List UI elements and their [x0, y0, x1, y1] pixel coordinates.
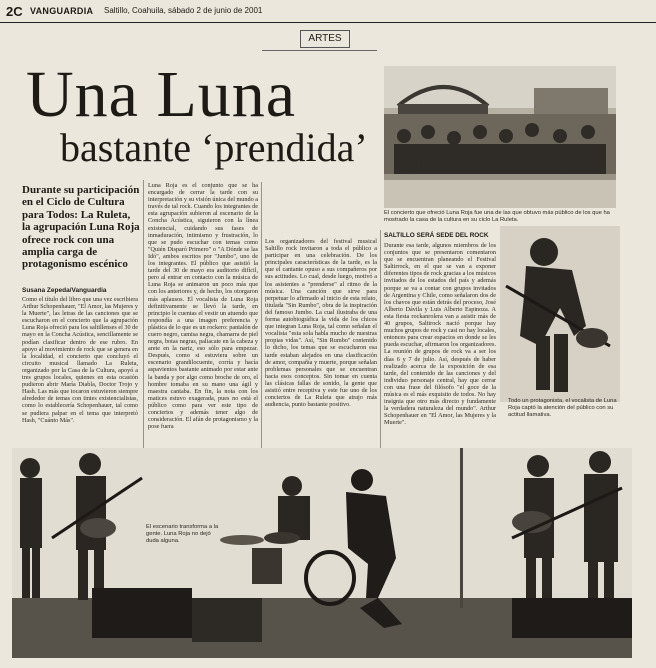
column-divider: [380, 230, 381, 450]
vocalist-photo: [500, 226, 620, 402]
section-label: ARTES: [300, 30, 350, 48]
band-photo: [12, 448, 632, 658]
vocalist-photo-caption: Todo un protagonista, el vocalista de Luna Roja captó la atención del público con su actitud llamativa.: [508, 398, 617, 418]
headline-line-2: bastante ‘prendida’: [60, 125, 368, 170]
band-photo-caption: El escenario transforma a la gente. Luna Roja no dejó duda alguna.: [146, 524, 219, 544]
article-column-4: Durante esa tarde, algunos miembros de los conjuntos que se presentaron comentaron que se encuentran planeando el Festival Saltirrock, en el que se van a exponer diferentes tipos de rock gracias a los músicos invitados de los estados del país y además porque se va a contar con grupos invitados de Argentina y Chile, como señalaron dos de los chavos que están detrás del proceso, José Alberto Dávila y Luis Alberto Espinoza. A esta fiesta rockanrolera van a asistir más de 40 grupos, Saltirock nació porque hay muchos grupos de rock y casi no hay locales, entonces para crear espacios en donde se les pueda escuchar, afirmaron los organizadores. La reunión de grupos de rock va a ser los días 6 y 7 de julio. Así, después de haber realizado acerca de la exposición de esa tarde, del contenido de las canciones y del individuo personaje central, hay que cerrar con una frase del filósofo "el goce de la música es el más exquisito de todos. No hay insignia que otro más directo y fundamente la verdadera naturaleza del mundo". Arthur Schopenhauer en "El Amor, las Mujeres y la Muerte".: [384, 242, 496, 427]
article-column-3: Los organizadores del festival musical Saltillo rock invitaron a toda el público a participar en una celebración. De los principales características de la tarde, es la que el cantante opuso a sus compañeros por sus actitudes. Lo cual, desde luego, motivó a los asistentes a "prenderse" al ritmo de la música. Una canción que sirve para perpetuar lo afirmado al inicio de esta relato, titulada "Sin Rumbo", obra de la inspiración del famoso Jumbo. La cual ilustraba de una forma autobiográfica la vida de los chicos que integran Luna Roja, tal como señalan el vocalista "esta sola habla mucho de nuestras propias vidas". Así, "Sin Rumbo" contenido lo dicho, los temas que se escucharon esa tarde estaban alejados en una clasificación de amor, compañía y muerte, porque señalan problemas personales que se encuentran hacia esos conceptos. Sin tomar en cuenta las clásicas fallas de sonido, la gente que asistió entre receptiva y este fue uno de los conciertos de La Ruleta que atrajo más audiencia, punto bastante positivo.: [265, 238, 377, 409]
publication-name: VANGUARDIA: [30, 6, 94, 16]
byline: Susana Zepeda/Vanguardia: [22, 287, 107, 294]
article-column-1: Como el título del libro que una vez escribiera Arthur Schopenhauer, "El Amor, las Mujeres y la Muerte", las letras de las canciones que se escucharon en el concierto que la agrupación Luna Roja ofreció para los saltillenses el 30 de mayo en la Concha Acústica, sencillamente se podían clasificar dentro de ese rubro. En apoyo al movimiento de rock que se genera en la localidad, el concierto que concluyó el circuito musical llamado La Ruleta, organizado por la Casa de la Cultura, apoyó a tres grupos locales, quienes en esta ocasión pudieron abrir María Diabla, Doctor Trojo y Hash. Las más que tocaron estuvieron siempre alrededor de temas con tintes existencialistas, como lo establecería Schopenhauer, tal como se pudiera palpar en el tema que interpretó Hash, "Cuánto Más".: [22, 296, 138, 424]
page-number: 2C: [6, 4, 23, 19]
page-header: [0, 0, 656, 23]
article-column-2: Luna Roja es el conjunto que se ha encargado de cerrar la tarde con su interpretación y su visión única del mundo a través de tal rock. Cuando los integrantes de esta agrupación subieron al escenario de la Concha Acústica, siguieron con la línea existencial, cuidando sus fases de inmaduración, intimismo y frustración, lo que se pudo escuchar con temas como "Quién Disparó Primero" o "A Dónde se las Idó", ambos escritos por "Jumbo", uno de los integrantes. El público que asistió la tarde del 30 de mayo era auditorio difícil, pero al entrar en contacto con la música de Luna Roja se animaron un poco más que con los anteriores y, de hecho, los otorgaron más aplausos. El vocalista de Luna Roja definitivamente se llevó la tarde, en principio le cuentas el vestir un atuendo que respondía a una imagen preferencia y plástica de lo que es un rockero: pantalón de cuero negro, camisa negra, chamarra de piel negra, botas negras, paliacate en la cabeza y arete en la nariz, eso sólo para empezar. Después, como si estuviera sobre un escenario grandilocuente, corría y hacía aspavientos bastante animado por estar ante la banda y por algo como broche de oro, el hombre tomaba en su mano una ágil y maestra cantaba. En fin, la nota con los matices estuvo exagerada, pues no está el público como para ver este tipo de conciertos y además tener algo de consideración. El afán de protagonismo y la pose fuera: [148, 182, 258, 431]
dateline: Saltillo, Coahuila, sábado 2 de junio de 2001: [104, 6, 263, 15]
column-divider: [143, 180, 144, 450]
top-photo-caption: El concierto que ofreció Luna Roja fue una de las que obtuvo más público de los que ha mostrado la casa de la cultura en su ciclo La Ruleta.: [384, 210, 610, 223]
subheading: SALTILLO SERÁ SEDE DEL ROCK: [384, 232, 489, 239]
headline-line-1: Una Luna: [26, 58, 297, 131]
audience-photo: [384, 66, 616, 208]
section-rule: [262, 50, 377, 51]
lead-paragraph: Durante su participación en el Ciclo de Cultura para Todos: La Ruleta, la agrupación Luna Roja ofrece rock con una amplia carga de protagonismo escénico: [22, 184, 140, 271]
column-divider: [261, 182, 262, 450]
